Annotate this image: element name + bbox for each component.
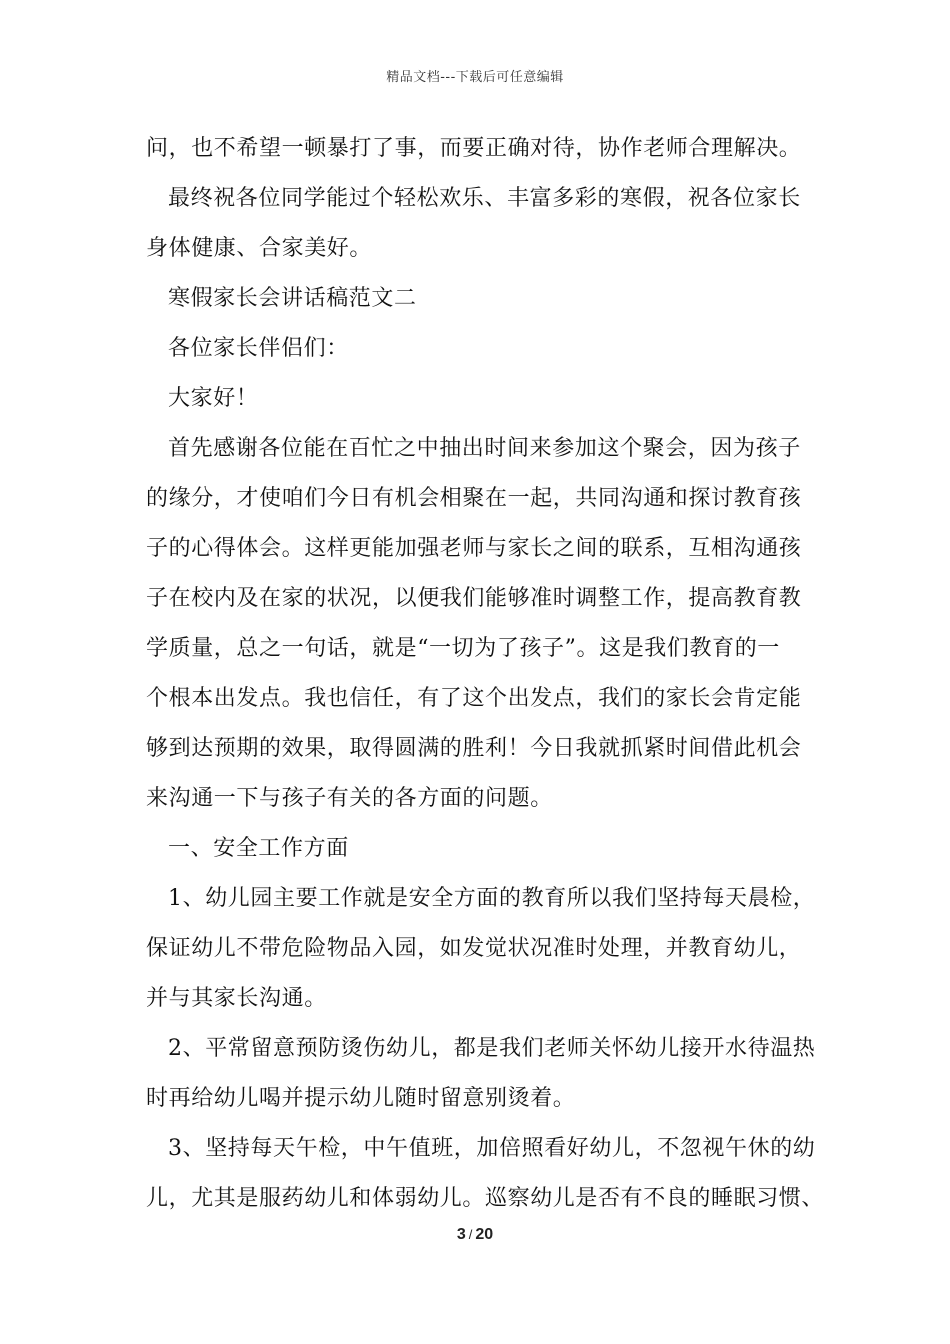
text-line: 来沟通一下与孩子有关的各方面的问题。 [146, 786, 553, 811]
page-header: 精品文档---下载后可任意编辑 [386, 70, 564, 85]
text-line: 子的心得体会。这样更能加强老师与家长之间的联系，互相沟通孩 [146, 536, 802, 561]
page-number [0, 1226, 950, 1244]
text-line: 2、平常留意预防烫伤幼儿，都是我们老师关怀幼儿接开水待温热 [168, 1036, 816, 1061]
text-line: 首先感谢各位能在百忙之中抽出时间来参加这个聚会，因为孩子 [168, 436, 801, 461]
text-line: 时再给幼儿喝并提示幼儿随时留意别烫着。 [146, 1086, 576, 1111]
text-line: 个根本出发点。我也信任，有了这个出发点，我们的家长会肯定能 [146, 686, 802, 711]
text-line: 各位家长伴侣们： [168, 336, 349, 361]
text-line: 子在校内及在家的状况，以便我们能够准时调整工作，提高教育教 [146, 586, 802, 611]
text-line: 一、安全工作方面 [168, 836, 349, 861]
text-line: 够到达预期的效果，取得圆满的胜利！今日我就抓紧时间借此机会 [146, 736, 802, 761]
text-line: 学质量，总之一句话，就是“一切为了孩子”。这是我们教育的一 [146, 636, 780, 661]
text-line: 并与其家长沟通。 [146, 986, 327, 1011]
text-line: 保证幼儿不带危险物品入园，如发觉状况准时处理，并教育幼儿， [146, 936, 802, 961]
text-line: 1、幼儿园主要工作就是安全方面的教育所以我们坚持每天晨检， [168, 886, 816, 911]
text-line: 儿，尤其是服药幼儿和体弱幼儿。巡察幼儿是否有不良的睡眠习惯、 [146, 1186, 825, 1211]
text-line: 问，也不希望一顿暴打了事，而要正确对待，协作老师合理解决。 [146, 136, 802, 161]
page-separator: / [468, 1227, 473, 1242]
text-line: 大家好！ [168, 386, 259, 411]
text-line: 3、坚持每天午检，中午值班，加倍照看好幼儿，不忽视午休的幼 [168, 1136, 816, 1161]
text-line: 最终祝各位同学能过个轻松欢乐、丰富多彩的寒假，祝各位家长 [168, 186, 801, 211]
document-body [146, 126, 826, 1226]
text-line: 的缘分，才使咱们今日有机会相聚在一起，共同沟通和探讨教育孩 [146, 486, 802, 511]
text-line: 身体健康、合家美好。 [146, 236, 373, 261]
text-line: 寒假家长会讲话稿范文二 [168, 286, 417, 311]
total-page-count: 20 [475, 1226, 494, 1243]
current-page-number: 3 [456, 1226, 466, 1243]
